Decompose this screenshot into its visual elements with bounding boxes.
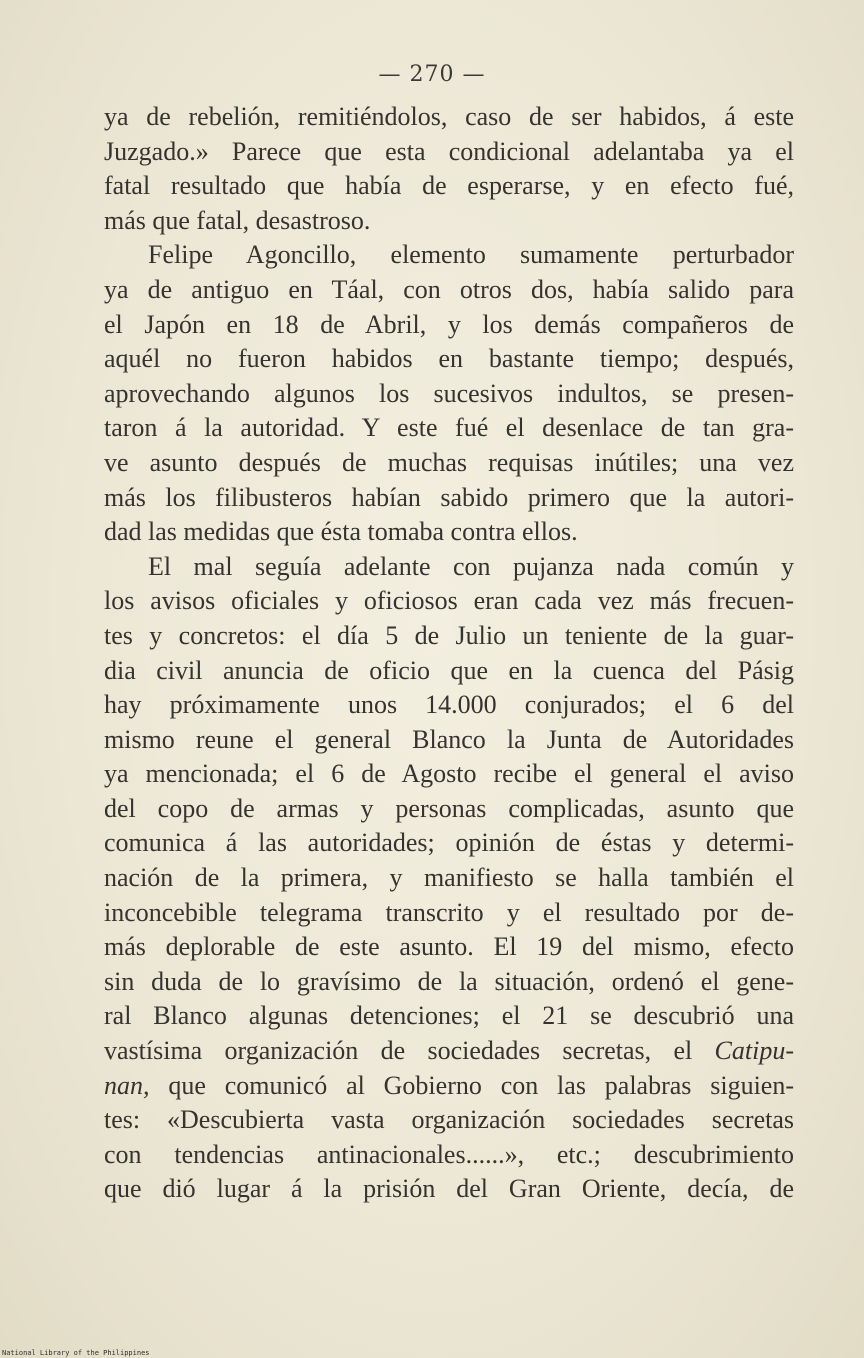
text-line: mismo reune el general Blanco la Junta de Autoridades: [104, 724, 794, 754]
text-line: que dió lugar á la prisión del Gran Oriente, decía, de: [104, 1174, 794, 1204]
line-text: que comunicó al Gobierno con las palabras siguien-: [149, 1070, 794, 1100]
text-line: dia civil anuncia de oficio que en la cuenca del Pásig: [104, 655, 794, 685]
text-line: inconcebible telegrama transcrito y el resultado por de-: [104, 897, 794, 927]
text-line: nación de la primera, y manifiesto se halla también el: [104, 863, 794, 893]
text-line: el Japón en 18 de Abril, y los demás compañeros de: [104, 309, 794, 339]
line-text: vastísima organización de sociedades secretas, el: [104, 1036, 715, 1066]
text-line: Juzgado.» Parece que esta condicional adelantaba ya el: [104, 136, 794, 166]
text-line: aprovechando algunos los sucesivos indultos, se presen-: [104, 378, 794, 408]
text-line: más los filibusteros habían sabido primero que la autori-: [104, 482, 794, 512]
text-line: comunica á las autoridades; opinión de éstas y determi-: [104, 828, 794, 858]
text-line: [104, 1069, 794, 1104]
text-line: ya de rebelión, remitiéndolos, caso de ser habidos, á este: [104, 102, 794, 131]
text-line: tes: «Descubierta vasta organización sociedades secretas: [104, 1105, 794, 1135]
italic-term: Catipu-: [714, 1036, 794, 1066]
italic-term: nan,: [104, 1070, 150, 1100]
text-line: del copo de armas y personas complicadas, asunto que: [104, 793, 794, 823]
text-line: con tendencias antinacionales......», etc.; descubrimiento: [104, 1139, 794, 1169]
text-line: los avisos oficiales y oficiosos eran cada vez más frecuen-: [104, 586, 794, 616]
text-line: ya de antiguo en Táal, con otros dos, había salido para: [104, 274, 794, 304]
paragraph-start-line: El mal seguía adelante con pujanza nada común y: [148, 551, 794, 581]
text-line: hay próximamente unos 14.000 conjurados; el 6 del: [104, 690, 794, 720]
text-line: ve asunto después de muchas requisas inútiles; una vez: [104, 447, 794, 477]
text-line: ral Blanco algunas detenciones; el 21 se descubrió una: [104, 1001, 794, 1031]
body-text: [104, 100, 794, 1207]
page-number: — 270 —: [378, 62, 486, 87]
text-line: dad las medidas que ésta tomaba contra ellos.: [104, 517, 578, 547]
text-line: más que fatal, desastroso.: [104, 205, 371, 235]
text-line: taron á la autoridad. Y este fué el desenlace de tan gra-: [104, 413, 794, 443]
text-line: tes y concretos: el día 5 de Julio un teniente de la guar-: [104, 620, 794, 650]
text-line: ya mencionada; el 6 de Agosto recibe el general el aviso: [104, 759, 794, 789]
text-line: sin duda de lo gravísimo de la situación, ordenó el gene-: [104, 966, 794, 996]
paragraph-start-line: Felipe Agoncillo, elemento sumamente perturbador: [148, 240, 794, 270]
text-line: fatal resultado que había de esperarse, y en efecto fué,: [104, 171, 794, 201]
text-line: aquél no fueron habidos en bastante tiempo; después,: [104, 344, 794, 374]
text-line: más deplorable de este asunto. El 19 del mismo, efecto: [104, 932, 794, 962]
library-credit: National Library of the Philippines: [2, 1349, 150, 1357]
text-line: [104, 1034, 794, 1069]
